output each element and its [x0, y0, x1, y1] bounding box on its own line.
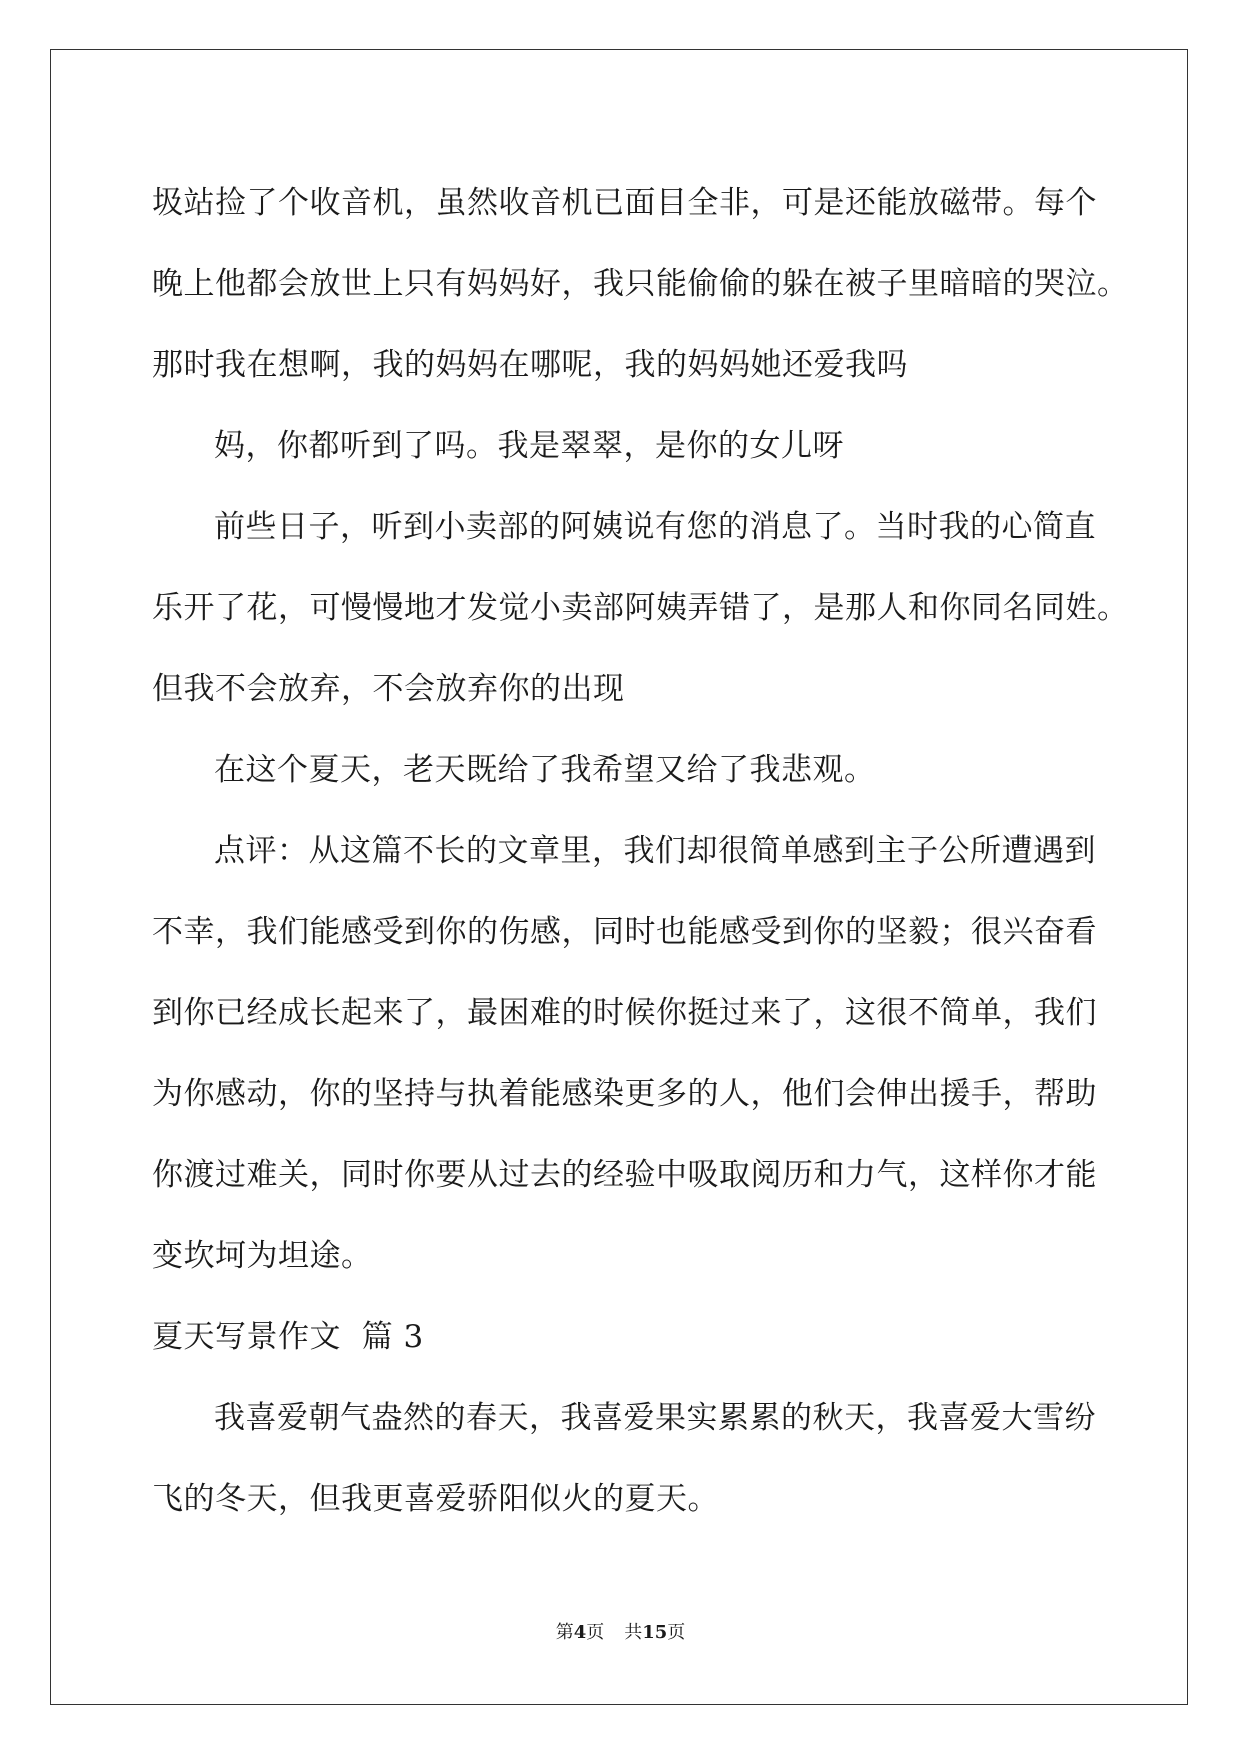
- comment-line: 点评：从这篇不长的文章里，我们却很简单感到主子公所遭遇到: [214, 833, 1096, 869]
- paragraph-line: 但我不会放弃，不会放弃你的出现: [152, 671, 625, 707]
- total-pages: 15: [642, 1622, 668, 1643]
- paragraph-line: 圾站捡了个收音机，虽然收音机已面目全非，可是还能放磁带。每个: [152, 185, 1097, 221]
- comment-line: 为你感动，你的坚持与执着能感染更多的人，他们会伸出援手，帮助: [152, 1076, 1097, 1112]
- page-number: 4: [573, 1622, 587, 1643]
- comment-line: 不幸，我们能感受到你的伤感，同时也能感受到你的坚毅；很兴奋看: [152, 914, 1097, 950]
- page-prefix: 第: [555, 1622, 574, 1643]
- section-heading: 夏天写景作文 篇 3: [152, 1319, 424, 1355]
- page-footer: [0, 1621, 1241, 1645]
- page-suffix: 页: [586, 1622, 605, 1643]
- comment-line: 变坎坷为坦途。: [152, 1238, 373, 1274]
- paragraph-line: 妈，你都听到了吗。我是翠翠，是你的女儿呀: [214, 428, 844, 464]
- total-prefix: 共: [624, 1622, 643, 1643]
- total-suffix: 页: [667, 1622, 686, 1643]
- paragraph-line: 我喜爱朝气盎然的春天，我喜爱果实累累的秋天，我喜爱大雪纷: [214, 1400, 1096, 1436]
- comment-line: 到你已经成长起来了，最困难的时候你挺过来了，这很不简单，我们: [152, 995, 1097, 1031]
- paragraph-line: 在这个夏天，老天既给了我希望又给了我悲观。: [214, 752, 876, 788]
- paragraph-line: 前些日子，听到小卖部的阿姨说有您的消息了。当时我的心简直: [214, 509, 1096, 545]
- document-body: [152, 163, 1129, 1540]
- paragraph-line: 飞的冬天，但我更喜爱骄阳似火的夏天。: [152, 1481, 719, 1517]
- paragraph-line: 晚上他都会放世上只有妈妈好，我只能偷偷的躲在被子里暗暗的哭泣。: [152, 266, 1129, 302]
- comment-line: 你渡过难关，同时你要从过去的经验中吸取阅历和力气，这样你才能: [152, 1157, 1097, 1193]
- paragraph-line: 乐开了花，可慢慢地才发觉小卖部阿姨弄错了，是那人和你同名同姓。: [152, 590, 1129, 626]
- paragraph-line: 那时我在想啊，我的妈妈在哪呢，我的妈妈她还爱我吗: [152, 347, 908, 383]
